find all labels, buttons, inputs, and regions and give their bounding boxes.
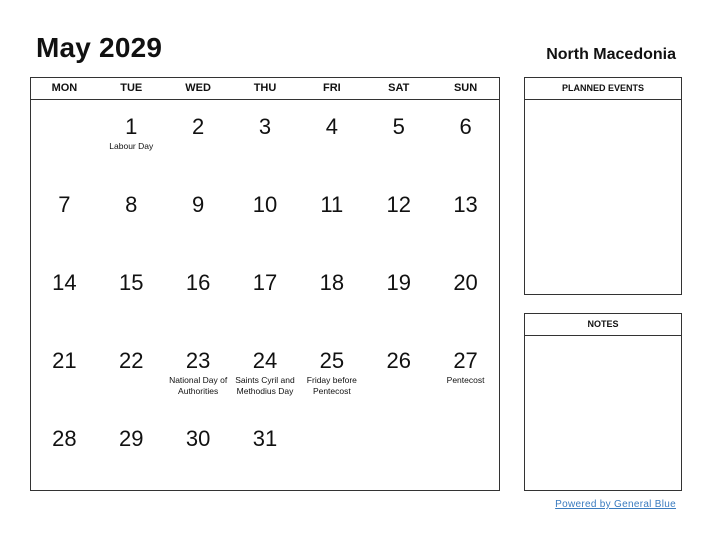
- day-number: 29: [119, 426, 144, 451]
- holiday-label: Saints Cyril and Methodius Day: [235, 375, 295, 396]
- day-cell: [31, 100, 98, 178]
- day-cell: [165, 100, 232, 178]
- day-number: 1: [125, 114, 138, 139]
- day-cell: [432, 178, 499, 256]
- day-number: 27: [453, 348, 478, 373]
- day-cell: [432, 100, 499, 178]
- weekday-sat: SAT: [388, 82, 410, 94]
- day-number: 4: [325, 114, 338, 139]
- day-number: 6: [459, 114, 472, 139]
- notes-heading: NOTES: [525, 314, 681, 336]
- day-number: 24: [252, 348, 278, 373]
- day-cell: [165, 334, 232, 412]
- holiday-label: Pentecost: [446, 375, 485, 385]
- day-number: 25: [319, 348, 345, 373]
- day-cell: [165, 178, 232, 256]
- notes-panel: [524, 313, 682, 491]
- day-cell: [165, 412, 232, 490]
- planned-events-panel: [524, 77, 682, 295]
- day-cell: [365, 178, 432, 256]
- day-cell: [232, 334, 299, 412]
- weekday-tue: TUE: [120, 82, 143, 94]
- day-cell: [31, 334, 98, 412]
- day-number: 23: [185, 348, 211, 373]
- month-title: May 2029: [36, 32, 163, 63]
- day-cell: [232, 178, 299, 256]
- day-cell: [365, 256, 432, 334]
- day-number: 3: [258, 114, 272, 139]
- day-cell: [365, 412, 432, 490]
- day-number: 8: [125, 192, 138, 217]
- day-cell: [298, 100, 365, 178]
- weekday-thu: THU: [253, 82, 277, 94]
- day-cell: [365, 100, 432, 178]
- day-number: 12: [386, 192, 411, 217]
- day-number: 21: [52, 348, 77, 373]
- holiday-label: Friday before Pentecost: [306, 375, 357, 396]
- day-number: 17: [252, 270, 278, 295]
- day-cell: [98, 256, 165, 334]
- day-cell: [98, 334, 165, 412]
- day-number: 31: [252, 426, 278, 451]
- day-number: 30: [185, 426, 211, 451]
- day-cell: [432, 412, 499, 490]
- day-number: 10: [252, 192, 278, 217]
- day-number: 7: [58, 192, 71, 217]
- day-number: 19: [386, 270, 411, 295]
- day-number: 5: [392, 114, 405, 139]
- weekday-mon: MON: [51, 82, 78, 94]
- day-cell: [432, 334, 499, 412]
- day-number: 22: [119, 348, 144, 373]
- day-cell: [98, 100, 165, 178]
- calendar-body: [31, 100, 499, 490]
- day-cell: [298, 334, 365, 412]
- day-cell: [298, 178, 365, 256]
- powered-by-link[interactable]: Powered by General Blue: [555, 499, 676, 510]
- day-number: 28: [52, 426, 77, 451]
- day-cell: [232, 100, 299, 178]
- day-cell: [232, 256, 299, 334]
- day-cell: [232, 412, 299, 490]
- day-number: 13: [453, 192, 478, 217]
- holiday-label: National Day of Authorities: [169, 375, 228, 396]
- calendar-grid: [30, 77, 500, 491]
- planned-events-heading: PLANNED EVENTS: [525, 78, 681, 100]
- country-label: North Macedonia: [546, 46, 676, 63]
- day-cell: [432, 256, 499, 334]
- day-number: 18: [319, 270, 345, 295]
- day-cell: [31, 178, 98, 256]
- weekday-header: [31, 78, 499, 100]
- day-number: 20: [453, 270, 478, 295]
- weekday-wed: WED: [185, 82, 211, 94]
- day-number: 2: [192, 114, 205, 139]
- weekday-fri: FRI: [322, 82, 341, 94]
- day-number: 9: [192, 192, 205, 217]
- day-cell: [365, 334, 432, 412]
- day-number: 14: [52, 270, 77, 295]
- day-number: 26: [386, 348, 411, 373]
- day-cell: [298, 256, 365, 334]
- day-number: 11: [320, 192, 344, 217]
- day-cell: [298, 412, 365, 490]
- day-number: 15: [119, 270, 144, 295]
- weekday-sun: SUN: [453, 82, 478, 94]
- day-number: 16: [185, 270, 211, 295]
- day-cell: [98, 178, 165, 256]
- day-cell: [31, 412, 98, 490]
- holiday-label: Labour Day: [109, 141, 154, 151]
- day-cell: [98, 412, 165, 490]
- day-cell: [31, 256, 98, 334]
- day-cell: [165, 256, 232, 334]
